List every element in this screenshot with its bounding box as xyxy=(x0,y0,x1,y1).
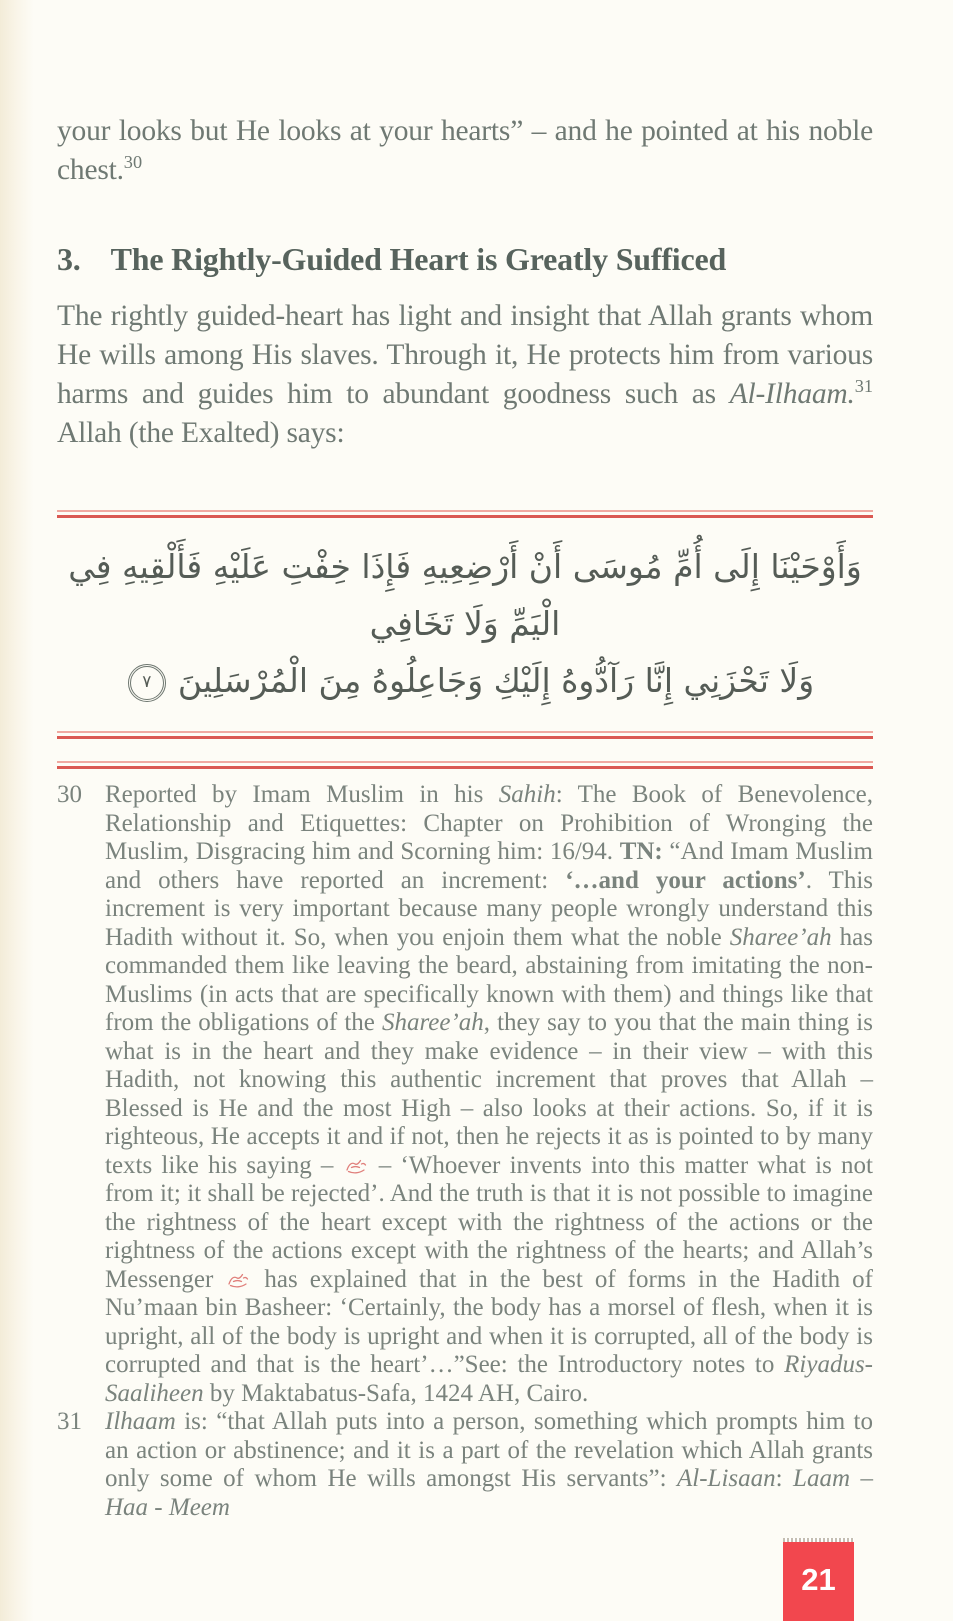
text-segment: has explained that in the best of forms in the Hadith of Nu’maan bin Basheer: ‘Certainly, the body has a morsel of flesh, when it is upright, all of the body is upright and when it is corrupted, all of the body is corrupted and that is the heart’…”See: the Introductory notes to xyxy=(105,1265,873,1378)
footnote-item xyxy=(57,1408,873,1522)
text-segment: your looks but He looks at your hearts” – and he pointed at his noble chest. xyxy=(57,115,873,186)
page-number: 21 xyxy=(801,1561,836,1597)
text-segment: Reported by Imam Muslim in his xyxy=(105,781,499,808)
ayah-number: ٧ xyxy=(142,672,152,692)
footnotes-section xyxy=(57,781,873,1522)
section-title: The Rightly-Guided Heart is Greatly Sufficed xyxy=(110,241,727,277)
text-segment: – ‘Whoever invents into this matter what is not from it; it shall be rejected’. And the truth is that it is not possible to imagine the rightness of the heart except with the rightness of the actions or the rightness of the actions except with the rightness of the hearts; and Allah’s Messenger xyxy=(105,1151,873,1293)
text-segment: by Maktabatus-Safa, 1424 AH, Cairo. xyxy=(203,1379,589,1407)
footnote-text xyxy=(105,1408,873,1522)
paragraph-continuation xyxy=(57,112,873,190)
text-segment: 30 xyxy=(123,152,143,173)
page-spine-shadow xyxy=(0,0,34,1621)
saw-icon xyxy=(345,1158,368,1175)
text-segment: : xyxy=(775,1465,794,1492)
text-segment: Ilhaam xyxy=(105,1408,176,1435)
text-segment: The rightly guided-heart has light and insight that Allah grants whom He wills among His slaves. Through it, He protects him from various harms and guides him to abundant goodness such as xyxy=(57,300,873,410)
footnote-item xyxy=(57,781,873,1408)
section-number: 3. xyxy=(57,241,81,277)
text-segment: Riyadus-Saaliheen xyxy=(105,1351,873,1407)
verse-line-2: وَلَا تَحْزَنِي إِنَّا رَآدُّوهُ إِلَيْكِ وَجَاعِلُوهُ مِنَ الْمُرْسَلِينَ xyxy=(177,661,815,700)
footnote-number: 30 xyxy=(57,781,82,808)
footnote-separator-rule xyxy=(57,761,873,769)
verse-bottom-rule xyxy=(57,731,873,739)
text-segment: ‘…and your actions’ xyxy=(565,866,806,894)
arabic-verse-text xyxy=(57,518,873,731)
page-content xyxy=(57,112,873,1522)
footnote-number: 31 xyxy=(57,1408,82,1435)
verse-top-rule xyxy=(57,510,873,518)
text-segment: Sahih xyxy=(498,781,556,808)
text-segment: . This increment is very important because many people wrongly understand this Hadith without it. So, when you enjoin them what the noble xyxy=(105,866,874,951)
text-segment: has commanded them like leaving the beard, abstaining from imitating the non-Muslims (in acts that are specifically known with them) and things like that from the obligations of the xyxy=(105,923,873,1036)
text-segment: is: “that Allah puts into a person, something which prompts him to an action or abstinence; and it is a part of the revelation which Allah grants only some of whom He wills amongst His servants”: xyxy=(105,1408,873,1492)
ayah-number-ornament xyxy=(128,664,166,702)
verse-line-1: وَأَوْحَيْنَا إِلَى أُمِّ مُوسَى أَنْ أَرْضِعِيهِ فَإِذَا خِفْتِ عَلَيْهِ فَأَلْقِيهِ فِي الْيَمِّ وَلَا تَخَافِي xyxy=(68,547,862,643)
text-segment: TN: xyxy=(619,838,663,865)
text-segment: Al-Ilhaam. xyxy=(729,378,855,410)
text-segment: Al-Lisaan xyxy=(677,1465,776,1492)
saw-icon xyxy=(227,1272,250,1289)
text-segment: : The Book of Benevolence, Relationship and Etiquettes: Chapter on Prohibition of Wronging the Muslim, Disgracing him and Scorning him: 16/94. xyxy=(105,781,873,865)
section-paragraph xyxy=(57,297,873,453)
text-segment: , they say to you that the main thing is what is in the heart and they make evidence – in their view – with this Hadith, not knowing this authentic increment that proves that Allah – Blessed is He and the most High – also looks at their actions. So, if it is righteous, He accepts it and if not, then he rejects it as is pointed to by many texts like his saying – xyxy=(105,1009,873,1179)
text-segment: Sharee’ah xyxy=(381,1009,484,1036)
section-heading xyxy=(57,239,873,279)
text-segment: Sharee’ah xyxy=(729,923,832,951)
text-segment: 31 xyxy=(854,376,873,397)
text-segment: Laam – Haa - Meem xyxy=(105,1465,873,1521)
footnote-text xyxy=(105,781,873,1408)
text-segment: Allah (the Exalted) says: xyxy=(57,417,345,449)
page-number-badge xyxy=(783,1542,854,1621)
text-segment: “And Imam Muslim and others have reported an increment: xyxy=(105,838,874,894)
quran-verse-block xyxy=(57,510,873,739)
